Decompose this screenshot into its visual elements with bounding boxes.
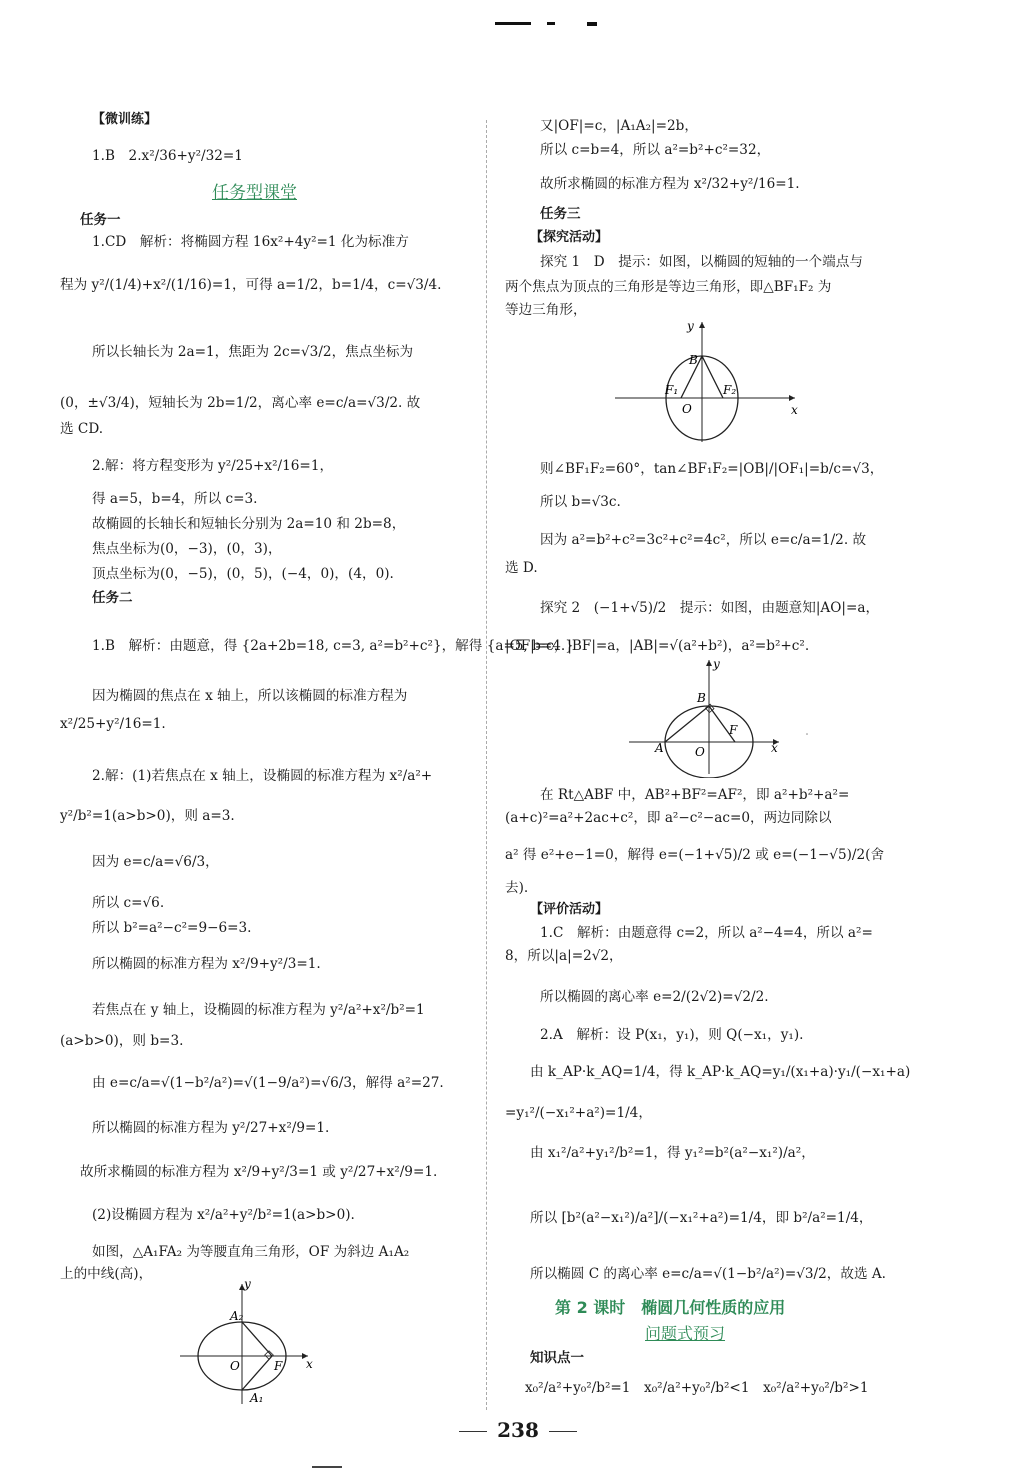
fig2-a-label: A	[655, 741, 664, 755]
page-number: 238	[497, 1418, 539, 1442]
fig3-x-label: x	[306, 1357, 313, 1371]
ellipse-figure-a1-a2	[180, 1278, 320, 1406]
text-line: 程为 y²/(1/4)+x²/(1/16)=1，可得 a=1/2，b=1/4，c=√3/4.	[60, 277, 442, 293]
text-line: 由 k_AP·k_AQ=1/4，得 k_AP·k_AQ=y₁/(x₁+a)·y₁/(−x₁+a)	[530, 1064, 911, 1080]
fig1-b-label: B	[689, 353, 698, 367]
section-header-explore: 【探究活动】	[530, 230, 609, 245]
text-line: 由 x₁²/a²+y₁²/b²=1，得 y₁²=b²(a²−x₁²)/a²，	[530, 1145, 815, 1161]
text-line: 如图，△A₁FA₂ 为等腰直角三角形，OF 为斜边 A₁A₂	[92, 1244, 410, 1260]
text-line: 所以 c=√6.	[92, 895, 165, 911]
text-line: 则∠BF₁F₂=60°，tan∠BF₁F₂=|OB|/|OF₁|=b/c=√3，	[540, 461, 884, 477]
text-line: 所以椭圆的标准方程为 y²/27+x²/9=1.	[92, 1120, 330, 1136]
text-line: 所以椭圆的标准方程为 x²/9+y²/3=1.	[92, 956, 321, 972]
header-marks	[495, 22, 605, 30]
text-line: 因为 a²=b²+c²=3c²+c²=4c²，所以 e=c/a=1/2. 故	[540, 532, 867, 548]
text-line: 得 a=5，b=4，所以 c=3.	[92, 491, 258, 507]
section-header-evaluate: 【评价活动】	[530, 902, 609, 917]
section-header-micro-training: 【微训练】	[92, 112, 158, 127]
text-line: (a>b>0)，则 b=3.	[60, 1033, 184, 1049]
text-line: 1.CD 解析：将椭圆方程 16x²+4y²=1 化为标准方	[92, 234, 409, 250]
text-line: |OF|=c，|BF|=a，|AB|=√(a²+b²)，a²=b²+c².	[505, 638, 810, 654]
section-title-task-class: 任务型课堂	[212, 183, 297, 203]
text-line: 在 Rt△ABF 中，AB²+BF²=AF²，即 a²+b²+a²=	[540, 787, 850, 803]
text-line: =y₁²/(−x₁²+a²)=1/4，	[505, 1105, 652, 1121]
ellipse-figure-b-f1-f2	[615, 318, 810, 444]
text-line: 焦点坐标为(0，−3)，(0，3)，	[92, 541, 282, 557]
answer-line: 1.B 2.x²/36+y²/32=1	[92, 148, 243, 164]
fig2-b-label: B	[697, 691, 706, 705]
task-one-heading: 任务一	[80, 212, 121, 228]
text-line: 8，所以|a|=2√2，	[505, 948, 623, 964]
text-line: a² 得 e²+e−1=0，解得 e=(−1+√5)/2 或 e=(−1−√5)/2(舍	[505, 847, 885, 863]
text-line: (2)设椭圆方程为 x²/a²+y²/b²=1(a>b>0).	[92, 1207, 355, 1223]
fig1-f2-label: F₂	[723, 383, 737, 397]
column-divider	[486, 120, 487, 1410]
text-line: 上的中线(高)，	[60, 1266, 153, 1282]
fig3-o-label: O	[230, 1359, 240, 1373]
text-line: 1.B 解析：由题意，得 {2a+2b=18, c=3, a²=b²+c²}，解得 {a=5, b=4.}	[92, 638, 574, 654]
fig1-o-label: O	[682, 402, 692, 416]
text-line: 等边三角形，	[505, 302, 587, 318]
text-line: x₀²/a²+y₀²/b²=1 x₀²/a²+y₀²/b²<1 x₀²/a²+y₀²/b²>1	[525, 1380, 869, 1396]
text-line: (a+c)²=a²+2ac+c²，即 a²−c²−ac=0，两边同除以	[505, 810, 832, 826]
page-footer	[0, 1418, 1036, 1442]
text-line: 顶点坐标为(0，−5)，(0，5)，(−4，0)，(4，0).	[92, 566, 394, 582]
ellipse-figure-a-b-f	[625, 656, 815, 778]
text-line: 2.解：(1)若焦点在 x 轴上，设椭圆的标准方程为 x²/a²+	[92, 768, 433, 784]
text-line: 探究 2 (−1+√5)/2 提示：如图，由题意知|AO|=a，	[540, 600, 880, 616]
text-line: 又|OF|=c，|A₁A₂|=2b，	[540, 118, 698, 134]
text-line: 所以椭圆 C 的离心率 e=c/a=√(1−b²/a²)=√3/2，故选 A.	[530, 1266, 886, 1282]
text-line: 故椭圆的长轴长和短轴长分别为 2a=10 和 2b=8，	[92, 516, 406, 532]
fig2-o-label: O	[695, 745, 705, 759]
text-line: (0，±√3/4)，短轴长为 2b=1/2，离心率 e=c/a=√3/2. 故	[60, 395, 421, 411]
text-line: 故所求椭圆的标准方程为 x²/32+y²/16=1.	[540, 176, 800, 192]
text-line: 由 e=c/a=√(1−b²/a²)=√(1−9/a²)=√6/3，解得 a²=27.	[92, 1075, 444, 1091]
lesson-title: 第 2 课时 椭圆几何性质的应用	[555, 1298, 786, 1317]
fig2-x-label: x	[771, 741, 778, 755]
fig1-x-label: x	[791, 403, 798, 417]
task-three-heading: 任务三	[540, 206, 581, 222]
text-line: 所以 c=b=4，所以 a²=b²+c²=32，	[540, 142, 771, 158]
bottom-mark	[312, 1466, 342, 1468]
task-two-heading: 任务二	[92, 590, 133, 606]
text-line: 所以 b=√3c.	[540, 494, 621, 510]
text-line: 1.C 解析：由题意得 c=2，所以 a²−4=4，所以 a²=	[540, 925, 873, 941]
text-line: 两个焦点为顶点的三角形是等边三角形，即△BF₁F₂ 为	[505, 279, 832, 295]
text-line: 2.A 解析：设 P(x₁，y₁)，则 Q(−x₁，y₁).	[540, 1027, 804, 1043]
text-line: 因为 e=c/a=√6/3，	[92, 854, 219, 870]
fig1-y-label: y	[687, 319, 694, 333]
text-line: 因为椭圆的焦点在 x 轴上，所以该椭圆的标准方程为	[92, 688, 408, 704]
text-line: y²/b²=1(a>b>0)，则 a=3.	[60, 808, 235, 824]
text-line: 探究 1 D 提示：如图，以椭圆的短轴的一个端点与	[540, 254, 863, 270]
fig3-y-label: y	[244, 1278, 251, 1291]
fig3-a2-label: A₂	[230, 1309, 244, 1323]
text-line: 所以长轴长为 2a=1，焦距为 2c=√3/2，焦点坐标为	[92, 344, 414, 360]
fig3-f-label: F	[274, 1359, 283, 1373]
section-title-preview: 问题式预习	[645, 1324, 726, 1343]
text-line: 2.解：将方程变形为 y²/25+x²/16=1，	[92, 458, 334, 474]
text-line: 若焦点在 y 轴上，设椭圆的标准方程为 y²/a²+x²/b²=1	[92, 1002, 425, 1018]
text-line: 所以椭圆的离心率 e=2/(2√2)=√2/2.	[540, 989, 769, 1005]
text-line: 故所求椭圆的标准方程为 x²/9+y²/3=1 或 y²/27+x²/9=1.	[80, 1164, 438, 1180]
fig1-f1-label: F₁	[665, 383, 679, 397]
text-line: 选 D.	[505, 560, 538, 576]
text-line: 所以 [b²(a²−x₁²)/a²]/(−x₁²+a²)=1/4，即 b²/a²=1/4，	[530, 1210, 873, 1226]
text-line: 选 CD.	[60, 421, 104, 437]
text-line: 所以 b²=a²−c²=9−6=3.	[92, 920, 252, 936]
fig2-y-label: y	[713, 657, 720, 671]
fig3-a1-label: A₁	[250, 1391, 264, 1405]
fig2-f-label: F	[729, 723, 738, 737]
knowledge-point-heading: 知识点一	[530, 1350, 584, 1366]
text-line: x²/25+y²/16=1.	[60, 716, 166, 732]
text-line: 去).	[505, 880, 529, 896]
